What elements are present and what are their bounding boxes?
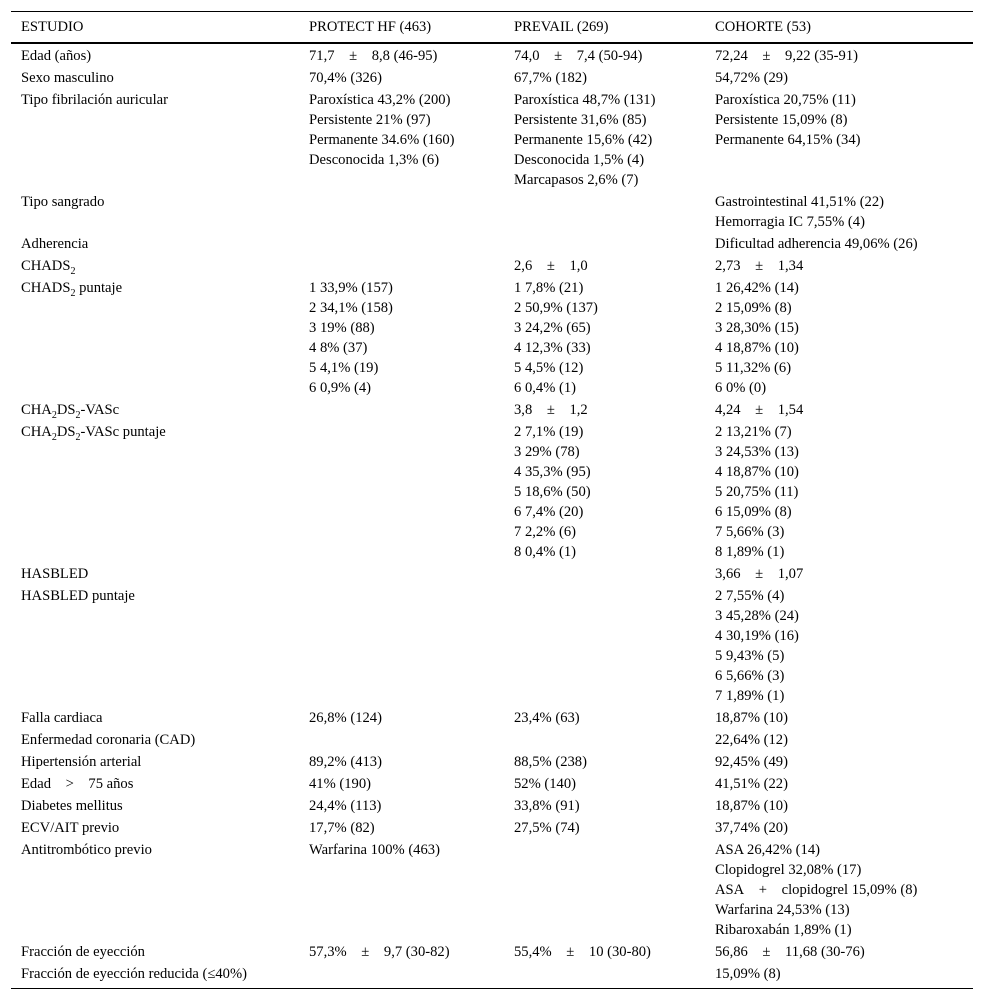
cell-c3: [705, 942, 973, 962]
table-row: [11, 66, 973, 88]
cell-c3: [705, 90, 973, 190]
cell-c3: [705, 708, 973, 728]
cell-line: 37,74% (20): [715, 820, 788, 836]
cell-c2: [504, 818, 705, 838]
cell-c1: [299, 192, 504, 232]
cell-line: 4 12,3% (33): [514, 340, 591, 356]
cell-c3: [705, 234, 973, 254]
table-row: [11, 88, 973, 190]
table-row: [11, 232, 973, 254]
cell-line: 56,86 ± 11,68 (30-76): [715, 944, 865, 960]
cell-line: 23,4% (63): [514, 710, 580, 726]
cell-c2: [504, 46, 705, 66]
table-row: [11, 420, 973, 562]
cell-line: 92,45% (49): [715, 754, 788, 770]
header-estudio: ESTUDIO: [21, 19, 84, 35]
cell-line: Warfarina 100% (463): [309, 842, 440, 858]
cell-line: 4 18,87% (10): [715, 464, 799, 480]
cell-line: 3 24,53% (13): [715, 444, 799, 460]
cell-line: 33,8% (91): [514, 798, 580, 814]
table-body: [11, 44, 973, 988]
cell-line: 70,4% (326): [309, 70, 382, 86]
cell-line: 2,6 ± 1,0: [514, 258, 588, 274]
cell-line: 6 0% (0): [715, 380, 767, 396]
cell-c1: [299, 564, 504, 584]
cell-line: ASA + clopidogrel 15,09% (8): [715, 882, 918, 898]
cell-line: Ribaroxabán 1,89% (1): [715, 922, 852, 938]
cell-c3: [705, 192, 973, 232]
cell-line: Hemorragia IC 7,55% (4): [715, 214, 865, 230]
cell-line: Marcapasos 2,6% (7): [514, 172, 639, 188]
cell-line: 5 9,43% (5): [715, 648, 785, 664]
cell-c1: [299, 586, 504, 706]
cell-c3: [705, 752, 973, 772]
cell-line: 4 8% (37): [309, 340, 368, 356]
table-row: [11, 276, 973, 398]
cell-line: 27,5% (74): [514, 820, 580, 836]
cell-line: Persistente 31,6% (85): [514, 112, 647, 128]
cell-line: Gastrointestinal 41,51% (22): [715, 194, 885, 210]
cell-c2: [504, 422, 705, 562]
cell-c2: [504, 752, 705, 772]
cell-line: Permanente 34.6% (160): [309, 132, 455, 148]
cell-line: 88,5% (238): [514, 754, 587, 770]
cell-line: 4,24 ± 1,54: [715, 402, 804, 418]
cell-c2: [504, 774, 705, 794]
cell-line: 3 28,30% (15): [715, 320, 799, 336]
header-cohorte: COHORTE (53): [715, 19, 811, 35]
cell-line: 6 0,9% (4): [309, 380, 372, 396]
cell-c3: [705, 586, 973, 706]
row-label: Enfermedad coronaria (CAD): [21, 732, 196, 748]
cell-line: 1 26,42% (14): [715, 280, 799, 296]
cell-line: 3,8 ± 1,2: [514, 402, 588, 418]
cell-line: 52% (140): [514, 776, 577, 792]
table-row: [11, 44, 973, 66]
row-label: Falla cardiaca: [21, 710, 103, 726]
cell-line: 17,7% (82): [309, 820, 375, 836]
cell-line: 72,24 ± 9,22 (35-91): [715, 48, 858, 64]
cell-c3: [705, 730, 973, 750]
cell-c2: [504, 796, 705, 816]
cell-c1: [299, 730, 504, 750]
table-row: [11, 772, 973, 794]
cell-c3: [705, 840, 973, 940]
cell-c2: [504, 964, 705, 984]
cell-line: 18,87% (10): [715, 710, 788, 726]
cell-line: Persistente 21% (97): [309, 112, 431, 128]
cell-c2: [504, 234, 705, 254]
table-row: [11, 728, 973, 750]
cell-c1: [299, 278, 504, 398]
cell-line: 5 18,6% (50): [514, 484, 591, 500]
cell-line: Paroxística 48,7% (131): [514, 92, 656, 108]
cell-line: 2 7,1% (19): [514, 424, 584, 440]
row-label: Sexo masculino: [21, 70, 114, 86]
row-label: Edad > 75 años: [21, 776, 134, 792]
table-row: [11, 190, 973, 232]
cell-c3: [705, 964, 973, 984]
cell-line: 3 29% (78): [514, 444, 580, 460]
table-row: [11, 584, 973, 706]
cell-line: 26,8% (124): [309, 710, 382, 726]
cell-c1: [299, 708, 504, 728]
cell-c1: [299, 796, 504, 816]
cell-line: Warfarina 24,53% (13): [715, 902, 850, 918]
cell-line: 5 4,5% (12): [514, 360, 584, 376]
cell-line: ASA 26,42% (14): [715, 842, 820, 858]
cell-line: 6 0,4% (1): [514, 380, 577, 396]
cell-c1: [299, 774, 504, 794]
cell-line: 2 50,9% (137): [514, 300, 598, 316]
row-label: $CHADS_2$ puntaje: [21, 280, 123, 299]
cell-line: 7 1,89% (1): [715, 688, 785, 704]
cell-c2: [504, 840, 705, 940]
table-row: [11, 562, 973, 584]
cell-line: 5 4,1% (19): [309, 360, 379, 376]
data-table: [11, 11, 973, 989]
table-row: [11, 940, 973, 962]
header-protect-hf: PROTECT HF (463): [309, 19, 432, 35]
cell-line: 54,72% (29): [715, 70, 788, 86]
cell-line: 8 0,4% (1): [514, 544, 577, 560]
table-row: [11, 254, 973, 276]
cell-line: 1 7,8% (21): [514, 280, 584, 296]
table-row: [11, 398, 973, 420]
cell-line: 4 18,87% (10): [715, 340, 799, 356]
cell-line: Dificultad adherencia 49,06% (26): [715, 236, 918, 252]
row-label: Tipo fibrilación auricular: [21, 92, 168, 108]
cell-line: 57,3% ± 9,7 (30-82): [309, 944, 450, 960]
cell-line: 89,2% (413): [309, 754, 382, 770]
cell-c2: [504, 942, 705, 962]
table-row: [11, 816, 973, 838]
cell-line: 15,09% (8): [715, 966, 781, 982]
cell-c2: [504, 90, 705, 190]
cell-line: 6 15,09% (8): [715, 504, 792, 520]
cell-c3: [705, 796, 973, 816]
cell-line: 4 30,19% (16): [715, 628, 799, 644]
cell-c3: [705, 400, 973, 420]
cell-line: Paroxística 43,2% (200): [309, 92, 451, 108]
cell-line: 8 1,89% (1): [715, 544, 785, 560]
cell-line: 3 24,2% (65): [514, 320, 591, 336]
cell-line: 3,66 ± 1,07: [715, 566, 804, 582]
cell-line: 2 7,55% (4): [715, 588, 785, 604]
row-label: $CHADS_2$: [21, 258, 76, 277]
cell-line: 1 33,9% (157): [309, 280, 393, 296]
cell-c1: [299, 90, 504, 190]
row-label: Diabetes mellitus: [21, 798, 123, 814]
cell-c3: [705, 818, 973, 838]
cell-c2: [504, 256, 705, 276]
cell-c2: [504, 586, 705, 706]
cell-line: 22,64% (12): [715, 732, 788, 748]
cell-c1: [299, 422, 504, 562]
cell-c2: [504, 708, 705, 728]
cell-line: Persistente 15,09% (8): [715, 112, 848, 128]
cell-c3: [705, 564, 973, 584]
cell-line: 55,4% ± 10 (30-80): [514, 944, 651, 960]
cell-c2: [504, 192, 705, 232]
row-label: Antitrombótico previo: [21, 842, 152, 858]
cell-line: 24,4% (113): [309, 798, 382, 814]
cell-line: Desconocida 1,5% (4): [514, 152, 645, 168]
cell-line: 2 34,1% (158): [309, 300, 393, 316]
row-label: HASBLED puntaje: [21, 588, 135, 604]
cell-c3: [705, 278, 973, 398]
cell-line: Desconocida 1,3% (6): [309, 152, 440, 168]
cell-line: 71,7 ± 8,8 (46-95): [309, 48, 438, 64]
row-label: Tipo sangrado: [21, 194, 105, 210]
cell-c1: [299, 400, 504, 420]
cell-line: 41,51% (22): [715, 776, 788, 792]
cell-line: Permanente 64,15% (34): [715, 132, 861, 148]
cell-c3: [705, 256, 973, 276]
cell-c3: [705, 46, 973, 66]
cell-c2: [504, 68, 705, 88]
table-row: [11, 838, 973, 940]
row-label: Fracción de eyección: [21, 944, 145, 960]
cell-c1: [299, 234, 504, 254]
cell-line: 2,73 ± 1,34: [715, 258, 804, 274]
cell-line: 7 2,2% (6): [514, 524, 577, 540]
header-prevail: PREVAIL (269): [514, 19, 609, 35]
bottom-rule: [11, 988, 973, 989]
table-row: [11, 962, 973, 984]
cell-c1: [299, 752, 504, 772]
cell-c1: [299, 840, 504, 940]
table-row: [11, 794, 973, 816]
row-label: Adherencia: [21, 236, 89, 252]
cell-line: Paroxística 20,75% (11): [715, 92, 856, 108]
row-label: HASBLED: [21, 566, 89, 582]
cell-c1: [299, 46, 504, 66]
cell-line: 74,0 ± 7,4 (50-94): [514, 48, 643, 64]
row-label: Fracción de eyección reducida (≤40%): [21, 966, 247, 982]
cell-c2: [504, 564, 705, 584]
cell-c1: [299, 256, 504, 276]
cell-line: 6 5,66% (3): [715, 668, 785, 684]
row-label: Edad (años): [21, 48, 92, 64]
cell-c3: [705, 68, 973, 88]
cell-c1: [299, 964, 504, 984]
row-label: ECV/AIT previo: [21, 820, 120, 836]
cell-c2: [504, 730, 705, 750]
cell-line: 5 11,32% (6): [715, 360, 792, 376]
cell-c3: [705, 774, 973, 794]
row-label: $CHA_2DS_2$-VASc puntaje: [21, 424, 166, 443]
cell-line: 3 45,28% (24): [715, 608, 799, 624]
cell-line: 3 19% (88): [309, 320, 375, 336]
cell-c2: [504, 278, 705, 398]
cell-c1: [299, 942, 504, 962]
cell-c3: [705, 422, 973, 562]
cell-line: 4 35,3% (95): [514, 464, 591, 480]
cell-c2: [504, 400, 705, 420]
cell-line: 67,7% (182): [514, 70, 587, 86]
cell-c1: [299, 68, 504, 88]
header-row: [11, 12, 973, 42]
table-row: [11, 706, 973, 728]
cell-c1: [299, 818, 504, 838]
cell-line: 18,87% (10): [715, 798, 788, 814]
cell-line: 2 15,09% (8): [715, 300, 792, 316]
table-row: [11, 750, 973, 772]
cell-line: 5 20,75% (11): [715, 484, 799, 500]
cell-line: Clopidogrel 32,08% (17): [715, 862, 862, 878]
row-label: $CHA_2DS_2$-VASc: [21, 402, 120, 421]
cell-line: 2 13,21% (7): [715, 424, 792, 440]
cell-line: 7 5,66% (3): [715, 524, 785, 540]
cell-line: 41% (190): [309, 776, 372, 792]
cell-line: 6 7,4% (20): [514, 504, 584, 520]
row-label: Hipertensión arterial: [21, 754, 142, 770]
cell-line: Permanente 15,6% (42): [514, 132, 653, 148]
